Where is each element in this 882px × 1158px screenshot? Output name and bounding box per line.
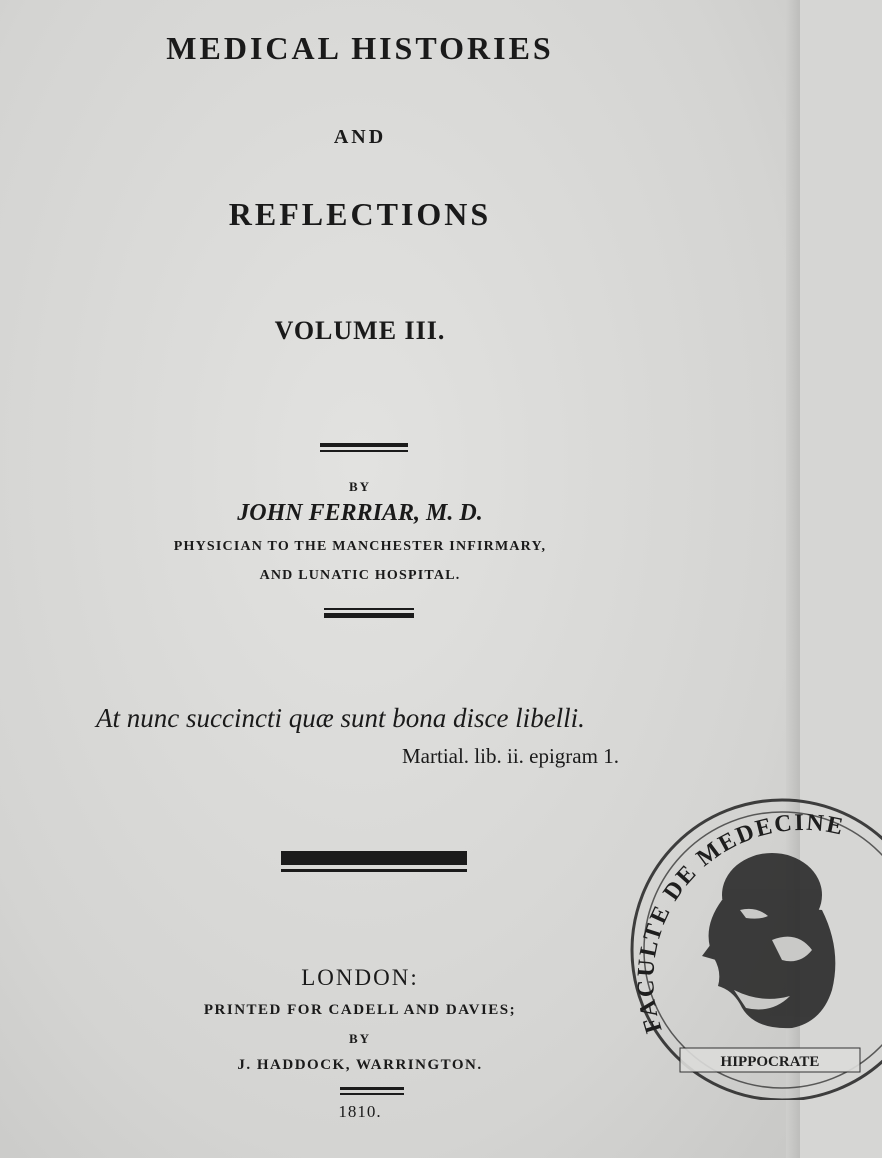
imprint-city: LONDON: (301, 965, 419, 990)
stamp-label: HIPPOCRATE (720, 1054, 820, 1070)
title-line-1: MEDICAL HISTORIES (166, 30, 554, 66)
hippocrates-stamp-icon (622, 790, 882, 1100)
epigraph-quote: At nunc succincti quæ sunt bona disce libelli. (96, 703, 585, 733)
by-label: BY (348, 479, 372, 494)
imprint-printer: J. HADDOCK, WARRINGTON. (237, 1057, 483, 1073)
title-line-3: REFLECTIONS (228, 196, 492, 232)
imprint-by: BY (348, 1031, 372, 1046)
imprint-year: 1810. (338, 1102, 382, 1121)
author-position-2: AND LUNATIC HOSPITAL. (259, 568, 461, 583)
volume-label: VOLUME III. (274, 316, 446, 345)
imprint-printed-for: PRINTED FOR CADELL AND DAVIES; (203, 1002, 517, 1018)
library-stamp (622, 790, 882, 1100)
epigraph-attribution: Martial. lib. ii. epigram 1. (402, 744, 619, 768)
author-name: JOHN FERRIAR, M. D. (237, 500, 483, 526)
title-line-2: AND (333, 126, 387, 148)
author-position-1: PHYSICIAN TO THE MANCHESTER INFIRMARY, (173, 539, 547, 554)
svg-text:FACULTE DE MEDECINE: FACULTE DE MEDECINE (633, 809, 847, 1036)
